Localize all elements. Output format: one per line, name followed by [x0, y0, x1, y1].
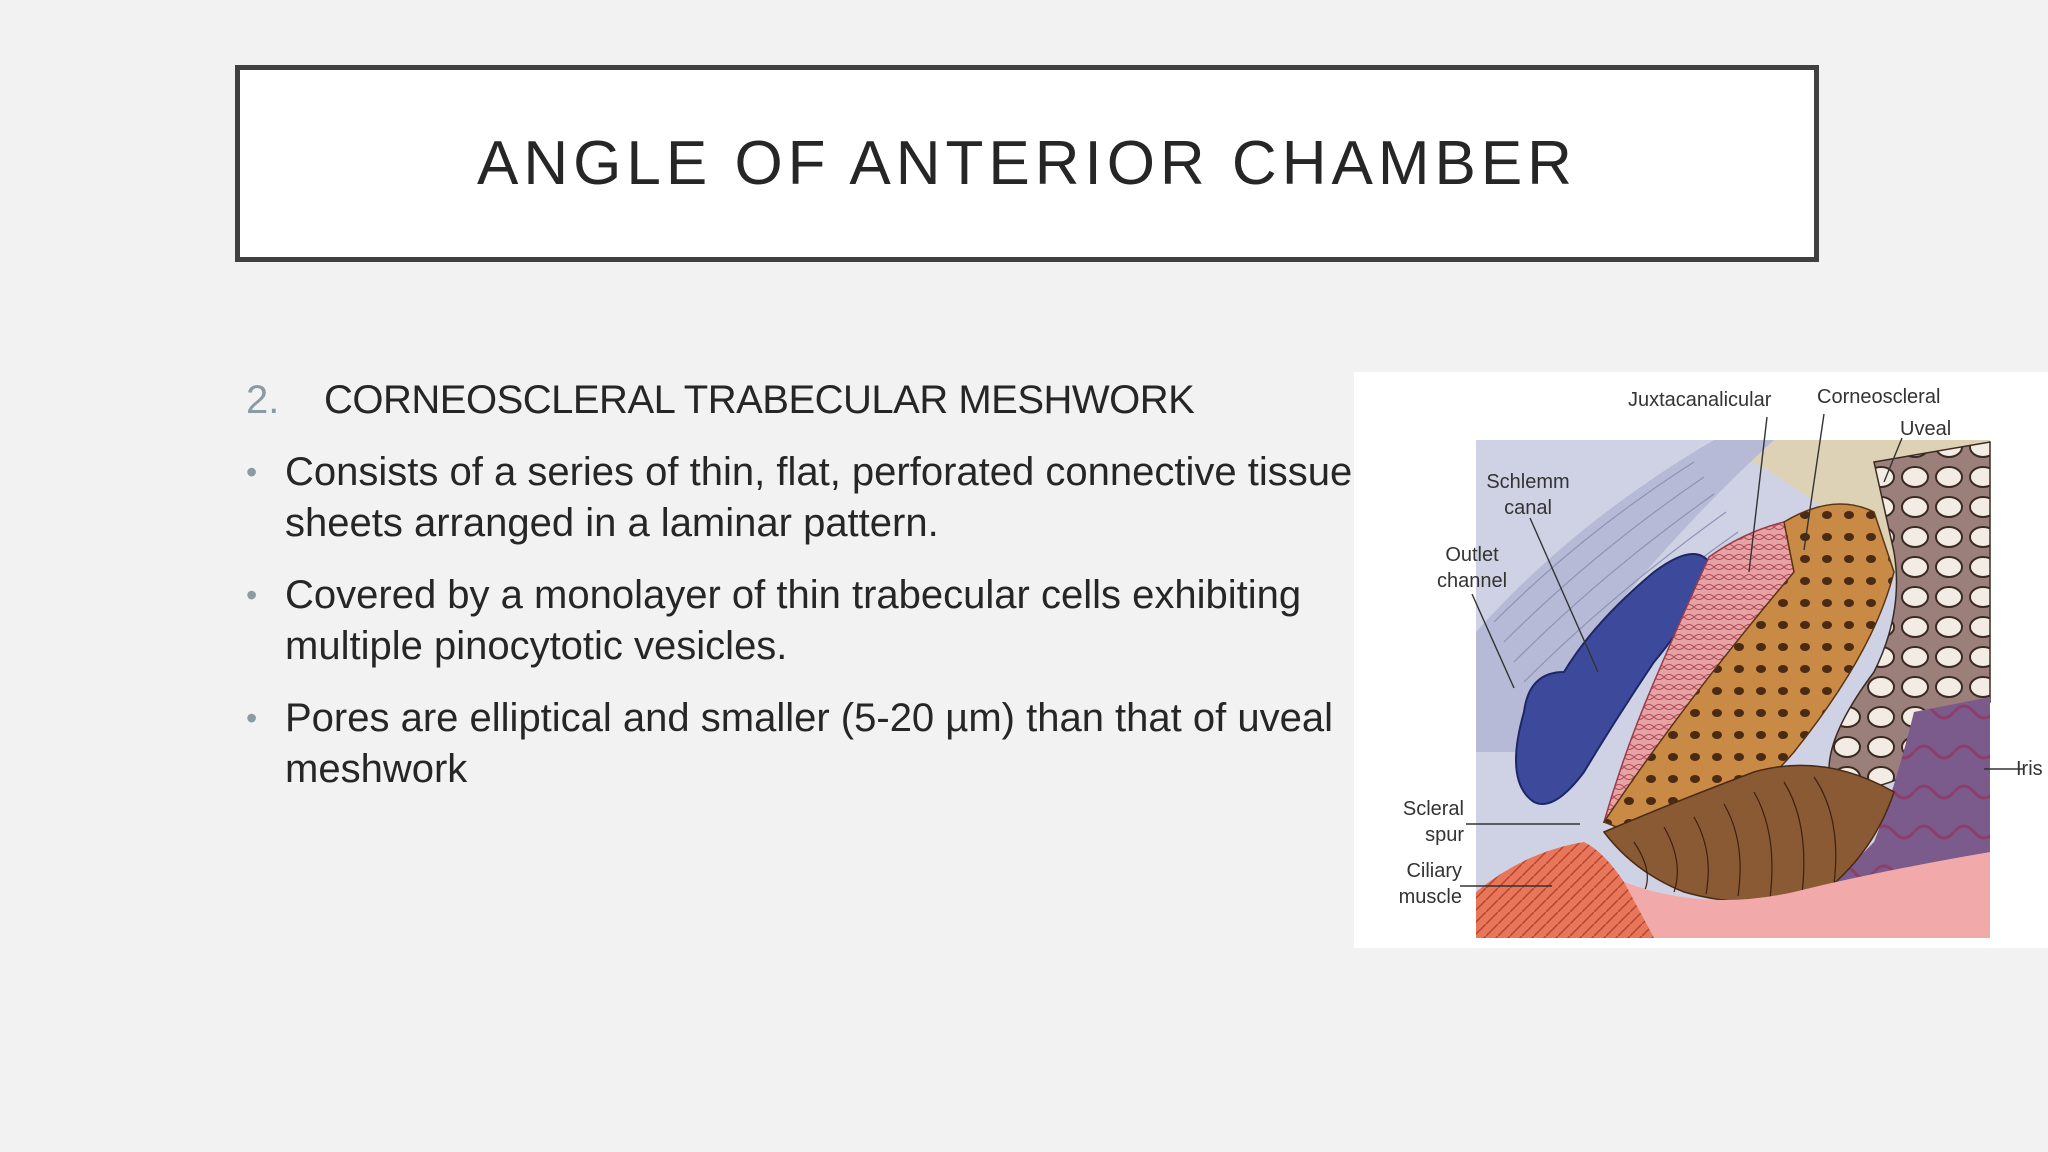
label-outlet-line2: channel — [1436, 570, 1508, 592]
slide-title: ANGLE OF ANTERIOR CHAMBER — [477, 129, 1577, 198]
label-schlemm-line1: Schlemm — [1486, 471, 1570, 493]
label-scleral-line2: spur — [1425, 824, 1464, 846]
bullet-dot-icon: • — [246, 700, 258, 736]
heading-number: 2. — [246, 378, 280, 422]
bullet-item — [246, 447, 1356, 549]
label-juxtacanalicular: Juxtacanalicular — [1628, 389, 1772, 411]
label-uveal: Uveal — [1900, 418, 1952, 440]
heading-text: CORNEOSCLERAL TRABECULAR MESHWORK — [324, 378, 1195, 422]
bullet-item — [246, 693, 1356, 795]
label-iris: Iris — [2016, 758, 2043, 780]
bullet-dot-icon: • — [246, 454, 258, 490]
label-scleral-line1: Scleral — [1402, 798, 1464, 820]
bullet-dot-icon: • — [246, 577, 258, 613]
title-box — [235, 65, 1819, 262]
label-schlemm-canal — [1478, 469, 1578, 521]
label-corneoscleral: Corneoscleral — [1817, 386, 1941, 408]
numbered-heading — [246, 378, 1356, 442]
label-ciliary-line2: muscle — [1398, 886, 1462, 908]
label-outlet-line1: Outlet — [1445, 544, 1499, 566]
label-ciliary-muscle — [1372, 858, 1462, 910]
label-outlet-channel — [1422, 542, 1522, 594]
label-scleral-spur — [1374, 796, 1464, 848]
label-schlemm-line2: canal — [1504, 497, 1552, 519]
anatomy-figure — [1354, 372, 2048, 948]
bullet-text: Pores are elliptical and smaller (5-20 µm) than that of uveal meshwork — [285, 696, 1333, 791]
bullet-item — [246, 570, 1356, 672]
bullet-text: Covered by a monolayer of thin trabecular cells exhibiting multiple pinocytotic vesicles. — [285, 573, 1302, 668]
content-body — [246, 378, 1356, 816]
bullet-text: Consists of a series of thin, flat, perforated connective tissue sheets arranged in a laminar pattern. — [285, 450, 1353, 545]
label-ciliary-line1: Ciliary — [1406, 860, 1462, 882]
